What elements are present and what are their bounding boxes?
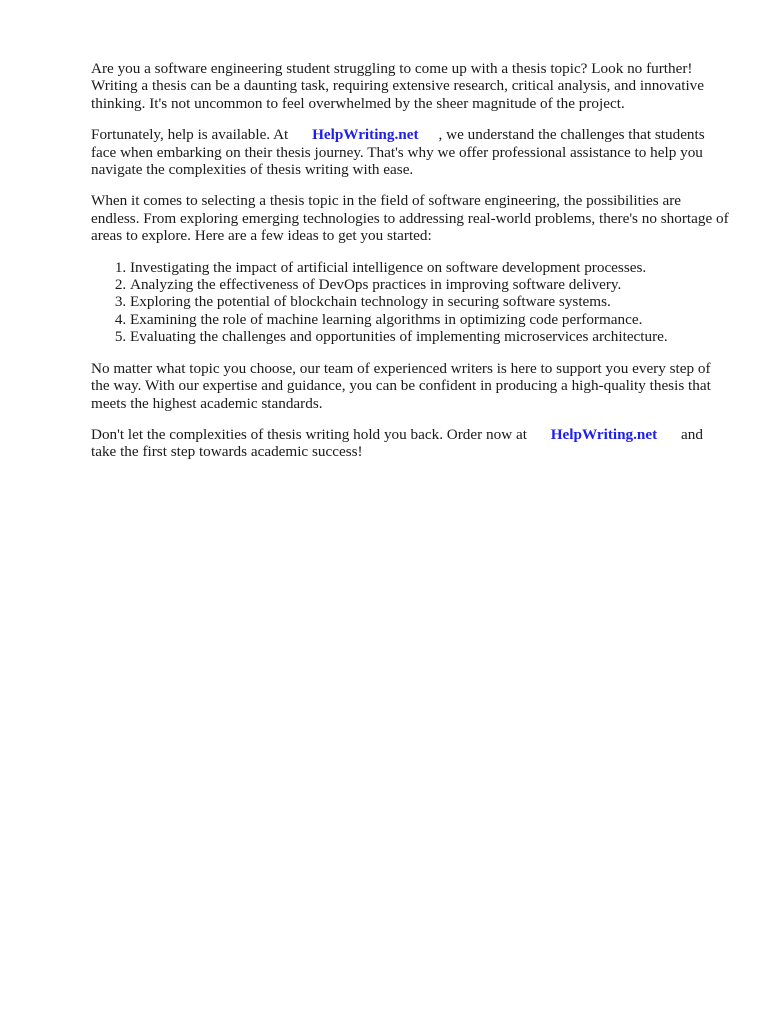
- help-text-before: Fortunately, help is available. At: [91, 126, 289, 144]
- list-item: 3. Exploring the potential of blockchain technology in securing software systems.: [130, 293, 731, 310]
- selecting-paragraph: When it comes to selecting a thesis topic in the field of software engineering, the possibilities are endless. From exploring emerging technologies to addressing real-world problems, there's no shortage of areas to explore. Here are a few ideas to get you started:: [91, 192, 729, 245]
- help-text-after: , we understand the challenges that students face when embarking on their thesis journey. That's why we offer professional assistance to help you navigate the complexities of thesis writing with ease.: [91, 126, 705, 179]
- closing-text-after: and take the first step towards academic success!: [91, 425, 703, 461]
- list-item: 2. Analyzing the effectiveness of DevOps practices in improving software delivery.: [130, 276, 731, 293]
- closing-text-before: Don't let the complexities of thesis writing hold you back. Order now at: [91, 425, 527, 443]
- support-paragraph: No matter what topic you choose, our team of experienced writers is here to support you every step of the way. With our expertise and guidance, you can be confident in producing a high-quality thesis that meets the highest academic standards.: [91, 359, 711, 412]
- ideas-list: [91, 259, 731, 346]
- document-body: [91, 60, 731, 475]
- list-item: 5. Evaluating the challenges and opportunities of implementing microservices architecture.: [130, 328, 731, 345]
- list-item: 1. Investigating the impact of artificial intelligence on software development processes.: [130, 259, 731, 276]
- helpwriting-link-closing[interactable]: HelpWriting.net: [550, 425, 658, 443]
- closing-paragraph: [91, 426, 731, 461]
- helpwriting-link[interactable]: HelpWriting.net: [312, 126, 419, 144]
- help-paragraph: [91, 126, 731, 178]
- intro-paragraph: Are you a software engineering student struggling to come up with a thesis topic? Look no further! Writing a thesis can be a daunting task, requiring extensive research, critical analysis, and innovative thinking. It's not uncommon to feel overwhelmed by the sheer magnitude of the project.: [91, 60, 705, 112]
- list-item: 4. Examining the role of machine learning algorithms in optimizing code performance.: [130, 311, 731, 328]
